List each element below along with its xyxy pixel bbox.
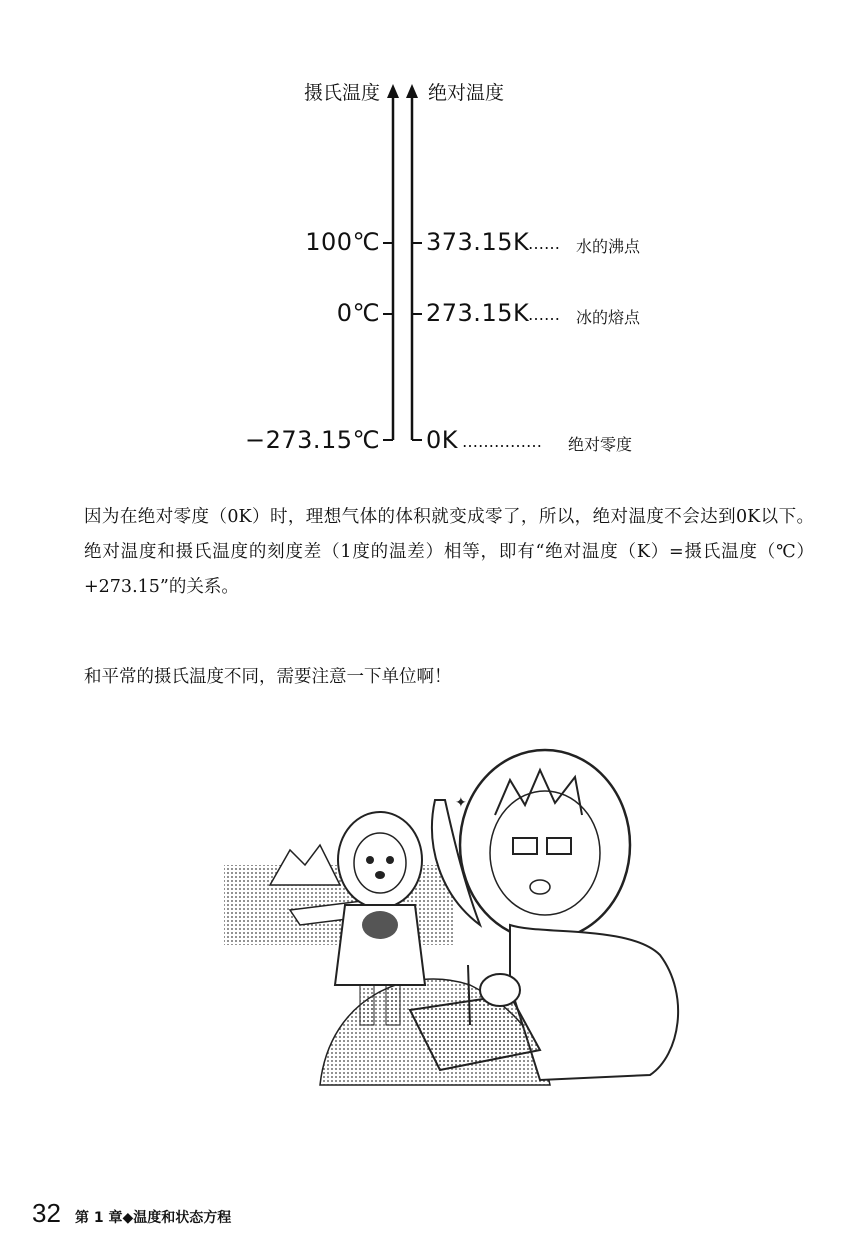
chapter-title: 第 1 章◆温度和状态方程 <box>75 1210 232 1226</box>
svg-text:✦: ✦ <box>455 795 467 811</box>
dots-absolute-zero: …………… <box>462 432 542 451</box>
page-number: 32 <box>32 1198 61 1228</box>
celsius-value-boiling: 100℃ <box>305 228 380 256</box>
kelvin-value-melting: 273.15K <box>426 299 530 327</box>
dots-boiling: …… <box>528 234 560 253</box>
kelvin-value-absolute-zero: 0K <box>426 426 459 454</box>
dots-melting: …… <box>528 305 560 324</box>
small-character-face <box>354 833 406 893</box>
paragraph-absolute-zero: 因为在绝对零度（0K）时，理想气体的体积就变成零了，所以，绝对温度不会达到0K以下。绝对温度和摄氏温度的刻度差（1度的温差）相等，即有“绝对温度（K）=摄氏温度（℃）+273.15”的关系。 <box>84 507 814 597</box>
illustration-svg <box>210 735 710 1095</box>
temperature-scale-diagram <box>0 0 850 480</box>
celsius-value-melting: 0℃ <box>336 299 380 327</box>
penguin <box>362 911 398 939</box>
kelvin-value-boiling: 373.15K <box>426 228 530 256</box>
note-absolute-zero: 绝对零度 <box>568 435 633 454</box>
kelvin-arrow-icon <box>406 84 418 98</box>
celsius-value-absolute-zero: −273.15℃ <box>244 426 380 454</box>
large-character-coat <box>510 925 678 1080</box>
scale-lines <box>0 0 850 480</box>
note-melting: 冰的熔点 <box>576 308 641 327</box>
paragraph-note: 和平常的摄氏温度不同，需要注意一下单位啊！ <box>84 667 452 687</box>
manga-illustration <box>210 735 710 1095</box>
celsius-header: 摄氏温度 <box>303 82 380 104</box>
large-character-face <box>490 791 600 915</box>
note-boiling: 水的沸点 <box>576 237 641 256</box>
kelvin-header: 绝对温度 <box>428 82 505 104</box>
celsius-arrow-icon <box>387 84 399 98</box>
glove <box>480 974 520 1006</box>
